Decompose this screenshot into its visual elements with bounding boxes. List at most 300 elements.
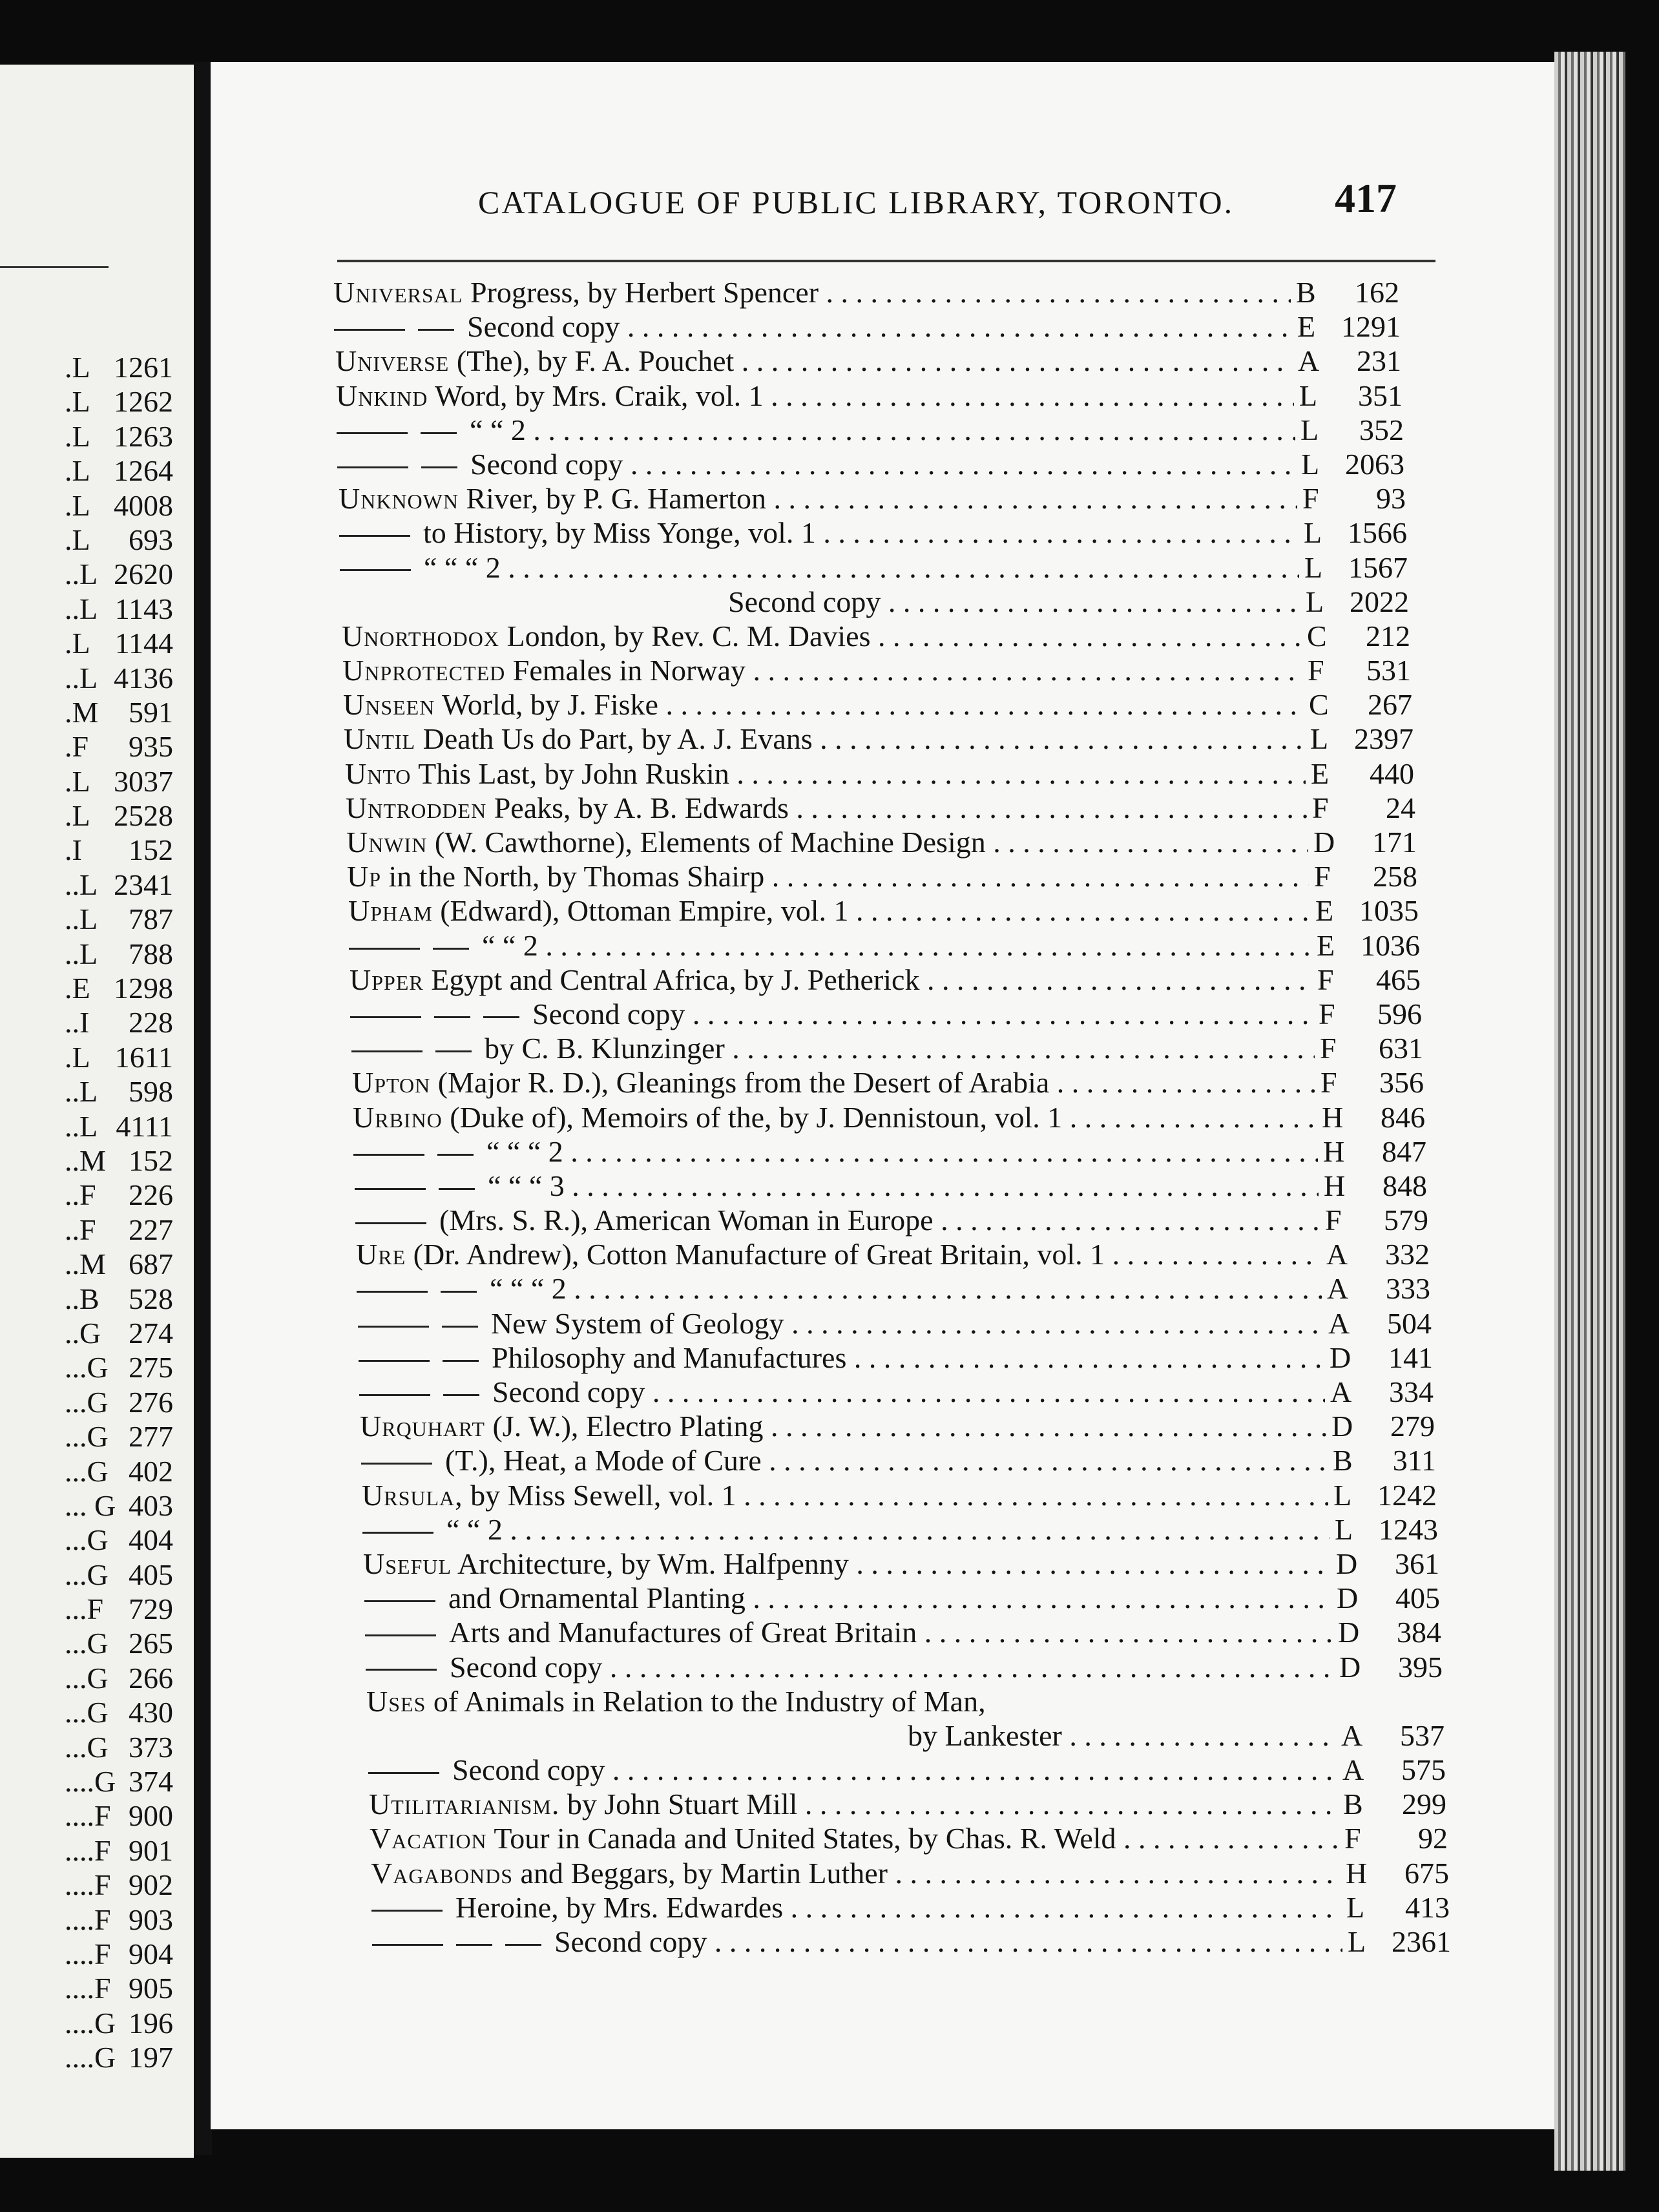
left-list-item [0, 1385, 187, 1419]
left-shelf-number: 405 [129, 1558, 173, 1591]
entry-text [355, 1169, 1319, 1203]
left-list-item [0, 1109, 187, 1143]
catalogue-entry [211, 997, 1554, 1031]
entry-text [363, 1547, 1331, 1581]
entry-title: (T.), Heat, a Mode of Cure [445, 1444, 762, 1477]
left-list-item [0, 1488, 187, 1523]
entry-text [352, 1065, 1315, 1100]
class-mark: L [1301, 447, 1320, 481]
shelf-number: 1243 [1379, 1512, 1438, 1546]
left-list-item [0, 1005, 187, 1039]
entry-text [359, 1341, 1324, 1375]
entry-heading: Unorthodox [342, 619, 499, 652]
ditto-dash [421, 466, 457, 468]
entry-title: Second copy [532, 997, 685, 1030]
entry-title: (Mrs. S. R.), American Woman in Europe [439, 1204, 934, 1237]
catalogue-entry [211, 825, 1554, 859]
class-mark: L [1304, 516, 1322, 550]
catalogue-entry [211, 1100, 1554, 1134]
left-list-item [0, 1558, 187, 1592]
class-mark: A [1298, 344, 1320, 378]
left-shelf-number: 1611 [114, 1040, 173, 1074]
shelf-number: 92 [1418, 1822, 1448, 1855]
entry-heading: Unknown [339, 482, 459, 516]
class-mark: D [1336, 1547, 1358, 1580]
entry-title: by Lankester [908, 1718, 1062, 1752]
left-list-item [0, 902, 187, 936]
class-mark: L [1299, 379, 1318, 412]
left-list-item [0, 1523, 187, 1557]
left-list-item [0, 1316, 187, 1350]
class-mark: L [1304, 550, 1323, 584]
ditto-dash [362, 1532, 433, 1534]
entry-title: “ “ “ 2 [486, 1134, 563, 1168]
entry-text [349, 928, 1311, 963]
ditto-dash [421, 432, 457, 434]
shelf-number: 351 [1358, 379, 1403, 412]
entry-title: and Beggars, by Martin Luther [520, 1856, 888, 1890]
shelf-number: 1242 [1377, 1478, 1437, 1512]
entry-title: (The), by F. A. Pouchet [456, 344, 735, 378]
catalogue-entry [211, 1547, 1554, 1581]
entry-heading: Untrodden [346, 791, 487, 824]
entry-title: (Duke of), Memoirs of the, by J. Dennistoun, vol. 1 [450, 1100, 1063, 1134]
entry-text [359, 1375, 1325, 1409]
entry-title: Second copy [728, 585, 881, 618]
entry-heading: Unto [345, 756, 412, 790]
catalogue-entry [211, 413, 1554, 447]
entry-text [353, 1100, 1317, 1134]
class-mark: H [1346, 1856, 1368, 1890]
left-class-mark: .L [65, 764, 90, 798]
entry-text [360, 1409, 1326, 1443]
left-shelf-number: 4111 [116, 1109, 173, 1143]
catalogue-entry [211, 1409, 1554, 1443]
catalogue-entry [211, 1237, 1554, 1271]
catalogue-entry [211, 1615, 1554, 1649]
class-mark: E [1311, 756, 1330, 790]
left-list-item [0, 729, 187, 764]
entry-title: Second copy [450, 1650, 603, 1684]
class-mark: E [1315, 894, 1334, 928]
shelf-number: 504 [1387, 1306, 1432, 1340]
ditto-dash [443, 1360, 479, 1362]
left-shelf-number: 266 [129, 1661, 173, 1695]
entry-text [342, 619, 1302, 653]
left-list-item [0, 1764, 187, 1799]
ditto-dash [418, 329, 454, 331]
catalogue-entry [211, 1134, 1554, 1169]
page-title: CATALOGUE OF PUBLIC LIBRARY, TORONTO. [478, 184, 1235, 220]
entry-heading: Uses [366, 1684, 426, 1718]
left-shelf-number: 274 [129, 1316, 173, 1350]
entry-text [371, 1856, 1341, 1890]
left-list-item [0, 2006, 187, 2040]
shelf-number: 384 [1397, 1616, 1441, 1649]
left-shelf-number: 228 [129, 1006, 173, 1039]
entry-title: Second copy [554, 1925, 707, 1958]
left-class-mark: .I [65, 833, 82, 867]
catalogue-entry [211, 1787, 1554, 1821]
class-mark: F [1325, 1204, 1342, 1237]
entry-title: Death Us do Part, by A. J. Evans [423, 722, 813, 756]
shelf-number: 334 [1389, 1375, 1434, 1408]
entry-title: World, by J. Fiske [442, 688, 658, 722]
left-class-mark: .L [65, 488, 90, 522]
class-mark: C [1307, 619, 1327, 652]
left-list-item [0, 350, 187, 384]
shelf-number: 1035 [1359, 894, 1419, 928]
entry-heading: Upham [348, 894, 433, 928]
left-shelf-number: 403 [129, 1488, 173, 1522]
entry-text [356, 1237, 1321, 1271]
shelf-number: 465 [1376, 963, 1421, 996]
left-shelf-number: 1298 [114, 972, 173, 1005]
shelf-number: 1291 [1341, 310, 1401, 344]
left-page [0, 65, 194, 2158]
shelf-number: 579 [1384, 1204, 1428, 1237]
entry-heading: Ure [356, 1238, 406, 1271]
catalogue-entry [211, 1650, 1554, 1684]
catalogue-entry [211, 1271, 1554, 1306]
entry-title: Arts and Manufactures of Great Britain [449, 1616, 917, 1649]
entry-text [350, 997, 1313, 1031]
left-list-item [0, 695, 187, 729]
entry-title: River, by P. G. Hamerton [466, 482, 766, 516]
catalogue-entry [211, 1890, 1554, 1925]
catalogue-entry [211, 1341, 1554, 1375]
shelf-number: 258 [1373, 860, 1417, 893]
left-list-item [0, 1592, 187, 1626]
left-shelf-number: 905 [129, 1972, 173, 2005]
entry-heading: Unkind [336, 379, 428, 412]
entry-title: (Dr. Andrew), Cotton Manufacture of Great Britain, vol. 1 [413, 1238, 1105, 1271]
entry-title: (Edward), Ottoman Empire, vol. 1 [440, 894, 849, 928]
left-list-item [0, 626, 187, 660]
catalogue-entry [211, 309, 1554, 344]
shelf-number: 2361 [1392, 1925, 1451, 1958]
left-class-mark: .L [65, 1040, 90, 1074]
ditto-dash [337, 466, 408, 468]
left-class-mark: ....F [65, 1937, 111, 1970]
left-class-mark: ...G [65, 1627, 109, 1660]
left-column-list [0, 350, 187, 2075]
left-class-mark: ..M [65, 1143, 106, 1177]
left-shelf-number: 528 [129, 1282, 173, 1315]
catalogue-entry [211, 1443, 1554, 1477]
header-rule [337, 260, 1435, 262]
entry-heading: Vagabonds [371, 1856, 514, 1890]
entry-text [351, 1031, 1315, 1065]
ditto-dash [442, 1326, 478, 1328]
entry-text [333, 275, 1291, 309]
ditto-dash [357, 1291, 428, 1293]
shelf-number: 2063 [1345, 447, 1404, 481]
entry-title: London, by Rev. C. M. Davies [506, 619, 871, 652]
left-shelf-number: 935 [129, 730, 173, 764]
left-class-mark: ..F [65, 1213, 96, 1246]
left-list-item [0, 868, 187, 902]
entry-text [370, 1821, 1339, 1855]
left-class-mark: ...G [65, 1420, 109, 1454]
shelf-number: 537 [1400, 1718, 1445, 1752]
entry-heading: Utilitarianism. [369, 1788, 560, 1821]
class-mark: F [1314, 860, 1331, 893]
left-shelf-number: 1144 [114, 627, 173, 660]
entry-text [344, 722, 1305, 756]
shelf-number: 1036 [1361, 928, 1420, 962]
left-shelf-number: 903 [129, 1903, 173, 1936]
left-class-mark: .L [65, 454, 90, 488]
catalogue-entry [211, 1478, 1554, 1512]
shelf-number: 1567 [1348, 550, 1408, 584]
entry-title: Egypt and Central Africa, by J. Petherick [431, 963, 920, 996]
page-number: 417 [1335, 175, 1397, 221]
class-mark: A [1342, 1753, 1364, 1787]
entry-text [339, 481, 1297, 516]
ditto-dash [350, 1016, 421, 1018]
left-shelf-number: 904 [129, 1937, 173, 1970]
class-mark: L [1310, 722, 1329, 756]
left-class-mark: ... G [65, 1488, 116, 1522]
left-class-mark: ....F [65, 1868, 111, 1902]
catalogue-entry [211, 756, 1554, 791]
left-shelf-number: 900 [129, 1799, 173, 1833]
left-shelf-number: 196 [129, 2006, 173, 2040]
left-list-item [0, 1833, 187, 1868]
catalogue-entry [211, 963, 1554, 997]
left-shelf-number: 276 [129, 1385, 173, 1419]
left-list-item [0, 1730, 187, 1764]
left-class-mark: ....F [65, 1799, 111, 1833]
entry-text [335, 344, 1293, 378]
entry-heading: Unseen [343, 688, 435, 722]
left-shelf-number: 1263 [114, 419, 173, 453]
entry-heading: Upton [352, 1066, 431, 1100]
ditto-dash [437, 1154, 474, 1156]
left-class-mark: ..B [65, 1282, 99, 1315]
left-shelf-number: 4008 [114, 488, 173, 522]
left-class-mark: ...G [65, 1454, 109, 1488]
left-shelf-number: 227 [129, 1213, 173, 1246]
left-class-mark: ...G [65, 1523, 109, 1557]
ditto-dash [361, 1463, 432, 1465]
ditto-dash [355, 1222, 426, 1224]
entry-title: Second copy [467, 310, 620, 344]
class-mark: D [1313, 826, 1335, 859]
class-mark: L [1346, 1890, 1365, 1924]
left-shelf-number: 1264 [114, 454, 173, 488]
shelf-number: 162 [1355, 276, 1399, 309]
catalogue-entry [211, 275, 1554, 309]
entry-title: (W. Cawthorne), Elements of Machine Design [434, 826, 986, 859]
left-list-item [0, 1074, 187, 1109]
ditto-dash [433, 948, 469, 950]
left-class-mark: ..L [65, 903, 98, 936]
left-class-mark: ....F [65, 1903, 111, 1936]
catalogue-entry [211, 722, 1554, 756]
left-list-item [0, 1040, 187, 1074]
catalogue-entry [211, 447, 1554, 481]
entry-title: by Miss Sewell, vol. 1 [470, 1478, 736, 1512]
entry-heading: Urbino [353, 1100, 443, 1134]
class-mark: F [1302, 482, 1319, 516]
entry-heading: Useful [363, 1547, 452, 1580]
left-class-mark: ..L [65, 558, 98, 591]
left-list-item [0, 1350, 187, 1384]
left-class-mark: ..L [65, 937, 98, 970]
entry-text [364, 1581, 1331, 1615]
entry-title: and Ornamental Planting [448, 1581, 746, 1615]
shelf-number: 575 [1401, 1753, 1446, 1787]
left-shelf-number: 902 [129, 1868, 173, 1902]
left-list-item [0, 661, 187, 695]
left-class-mark: ...G [65, 1696, 109, 1729]
ditto-dash [359, 1394, 430, 1396]
entry-title: Word, by Mrs. Craik, vol. 1 [435, 379, 764, 412]
entry-title: by C. B. Klunzinger [485, 1032, 725, 1065]
left-class-mark: ...G [65, 1730, 109, 1764]
entry-text [342, 653, 1302, 687]
catalogue-entry [211, 1821, 1554, 1855]
entry-title: “ “ 2 [470, 413, 526, 446]
left-class-mark: ..L [65, 661, 98, 694]
left-list-item [0, 523, 187, 557]
catalogue-entries [211, 275, 1554, 1959]
entry-text [362, 1512, 1330, 1547]
left-shelf-number: 788 [129, 937, 173, 970]
catalogue-entry [211, 687, 1554, 722]
catalogue-entry [211, 1065, 1554, 1100]
ditto-dash [434, 1016, 470, 1018]
entry-text [355, 1203, 1320, 1237]
entry-text [366, 1684, 1335, 1718]
catalogue-entry [211, 928, 1554, 963]
left-shelf-number: 152 [129, 1143, 173, 1177]
left-shelf-number: 1261 [114, 351, 173, 384]
shelf-number: 395 [1398, 1650, 1443, 1684]
shelf-number: 311 [1392, 1444, 1436, 1477]
left-shelf-number: 404 [129, 1523, 173, 1557]
shelf-number: 847 [1382, 1134, 1426, 1168]
entry-title: “ “ 2 [446, 1512, 503, 1546]
entry-text [366, 1650, 1334, 1684]
shelf-number: 2397 [1354, 722, 1414, 756]
catalogue-entry [211, 1031, 1554, 1065]
left-class-mark: ...F [65, 1592, 104, 1626]
class-mark: E [1317, 928, 1335, 962]
left-class-mark: .L [65, 799, 90, 833]
entry-title: Peaks, by A. B. Edwards [494, 791, 789, 824]
left-list-item [0, 798, 187, 833]
left-list-item [0, 454, 187, 488]
left-list-item [0, 488, 187, 523]
left-shelf-number: 197 [129, 2041, 173, 2074]
left-class-mark: ...G [65, 1351, 109, 1384]
ditto-dash [443, 1394, 479, 1396]
class-mark: A [1328, 1306, 1350, 1340]
shelf-number: 299 [1402, 1788, 1446, 1821]
left-list-item [0, 557, 187, 591]
entry-title: (J. W.), Electro Plating [492, 1410, 764, 1443]
left-shelf-number: 687 [129, 1247, 173, 1281]
class-mark: F [1319, 997, 1335, 1030]
left-list-item [0, 1799, 187, 1833]
entry-title: Tour in Canada and United States, by Chas. R. Weld [494, 1822, 1116, 1855]
shelf-number: 333 [1386, 1272, 1430, 1306]
entry-text [353, 1134, 1318, 1169]
catalogue-entry [211, 619, 1554, 653]
left-list-item [0, 1903, 187, 1937]
ditto-dash [340, 569, 411, 571]
entry-title: Progress, by Herbert Spencer [470, 276, 819, 309]
entry-title: This Last, by John Ruskin [418, 756, 729, 790]
ditto-dash [334, 329, 405, 331]
class-mark: F [1312, 791, 1329, 824]
left-list-item [0, 419, 187, 454]
left-shelf-number: 430 [129, 1696, 173, 1729]
ditto-dash [368, 1772, 439, 1774]
class-mark: H [1322, 1100, 1344, 1134]
left-class-mark: .L [65, 627, 90, 660]
entry-text [337, 413, 1295, 447]
catalogue-entry [211, 1203, 1554, 1237]
class-mark: E [1297, 310, 1316, 344]
ditto-dash [349, 948, 420, 950]
book-gutter [194, 62, 212, 2155]
class-mark: B [1343, 1788, 1363, 1821]
class-mark: F [1320, 1032, 1337, 1065]
class-mark: D [1331, 1410, 1353, 1443]
catalogue-entry [211, 1856, 1554, 1890]
left-shelf-number: 2620 [114, 558, 173, 591]
shelf-number: 413 [1405, 1890, 1450, 1924]
catalogue-entry [211, 585, 1554, 619]
left-shelf-number: 591 [129, 695, 173, 729]
class-mark: A [1330, 1375, 1352, 1408]
entry-text [343, 687, 1304, 722]
shelf-number: 141 [1388, 1341, 1433, 1374]
entry-text [340, 550, 1299, 585]
ditto-dash [435, 1050, 472, 1052]
left-class-mark: ...G [65, 1385, 109, 1419]
left-list-item [0, 1419, 187, 1454]
left-shelf-number: 4136 [114, 661, 173, 694]
left-shelf-number: 277 [129, 1420, 173, 1454]
entry-text [347, 859, 1309, 893]
class-mark: A [1341, 1718, 1363, 1752]
entry-title: Architecture, by Wm. Halfpenny [457, 1547, 849, 1580]
left-class-mark: ..L [65, 592, 98, 625]
class-mark: B [1333, 1444, 1353, 1477]
entry-title: of Animals in Relation to the Industry of Man, [433, 1684, 986, 1718]
page-edges [1554, 52, 1625, 2171]
left-class-mark: .L [65, 523, 90, 556]
entry-text [339, 516, 1299, 550]
entry-text [369, 1787, 1338, 1821]
ditto-dash [483, 1016, 519, 1018]
ditto-dash [439, 1188, 475, 1190]
entry-title: Females in Norway [512, 654, 746, 687]
catalogue-entry [211, 893, 1554, 928]
left-class-mark: .M [65, 695, 99, 729]
left-shelf-number: 275 [129, 1351, 173, 1384]
left-shelf-number: 265 [129, 1627, 173, 1660]
shelf-number: 332 [1385, 1238, 1430, 1271]
shelf-number: 405 [1395, 1581, 1440, 1615]
entry-title: Second copy [452, 1753, 605, 1787]
shelf-number: 361 [1395, 1547, 1439, 1580]
